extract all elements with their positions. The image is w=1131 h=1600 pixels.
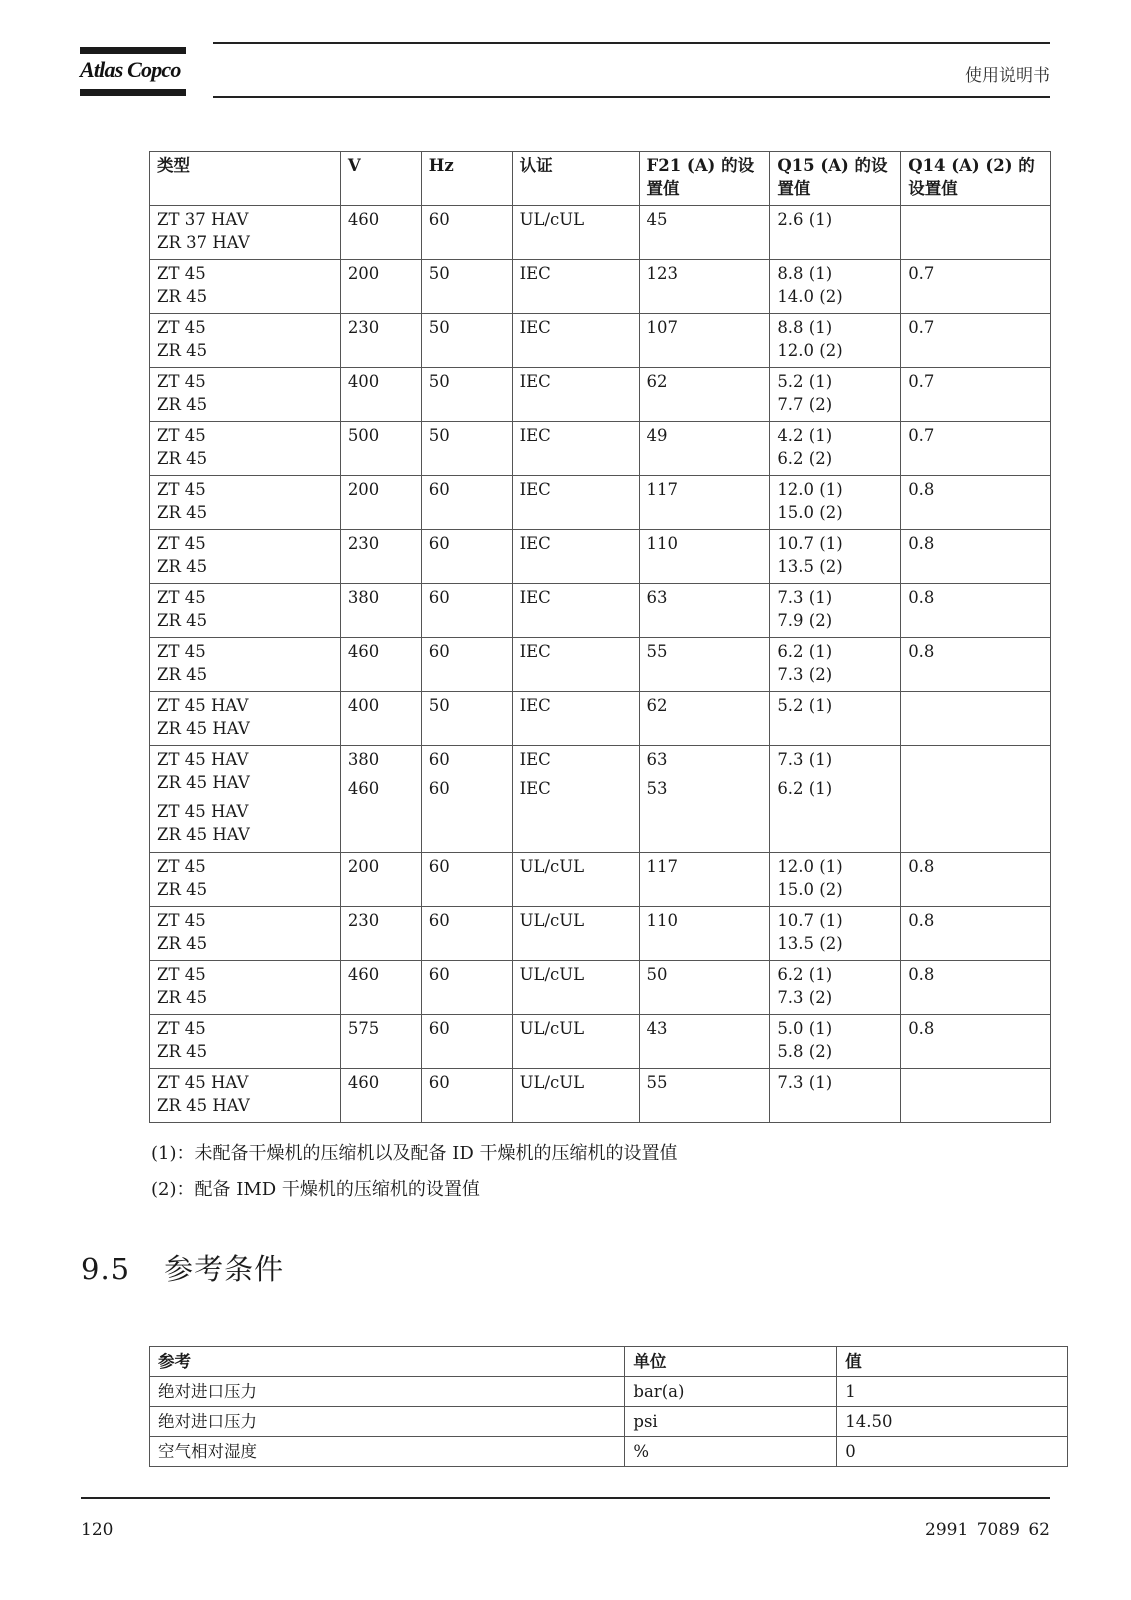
- header-rule-top: [213, 42, 1050, 44]
- model-line: ZT 45: [157, 426, 206, 445]
- reference-conditions-table: [149, 1346, 1068, 1467]
- setting-line: 6.2 (2): [777, 449, 833, 468]
- column-header: V: [340, 152, 421, 206]
- ref-cell: 绝对进口压力: [150, 1407, 625, 1437]
- model-line: ZT 45: [157, 264, 206, 283]
- cell-f21: 49: [639, 422, 770, 476]
- cell-f21: 117: [639, 853, 770, 907]
- cell-q14: 0.8: [901, 476, 1051, 530]
- cell-q14: 0.8: [901, 1015, 1051, 1069]
- cell-type: [150, 961, 341, 1015]
- cell-v: 460: [340, 638, 421, 692]
- cell-hz: 60: [421, 853, 512, 907]
- cell-q15: [770, 530, 901, 584]
- cell-line: 6.2 (1): [777, 779, 833, 798]
- column-header: 类型: [150, 152, 341, 206]
- model-line: ZR 45: [157, 665, 208, 684]
- table-row: [150, 638, 1051, 692]
- cell-f21: 55: [639, 1069, 770, 1123]
- cell-cert: UL/cUL: [512, 961, 639, 1015]
- cell-v: [340, 746, 421, 853]
- setting-line: 8.8 (1): [777, 318, 833, 337]
- cell-cert: IEC: [512, 368, 639, 422]
- cell-v: 230: [340, 907, 421, 961]
- setting-line: 4.2 (1): [777, 426, 833, 445]
- setting-line: 7.3 (1): [777, 1073, 833, 1092]
- cell-type: [150, 692, 341, 746]
- cell-q15: [770, 260, 901, 314]
- cell-hz: 60: [421, 530, 512, 584]
- table-row: [150, 260, 1051, 314]
- table-row: [150, 1069, 1051, 1123]
- cell-q14: 0.7: [901, 422, 1051, 476]
- setting-line: 5.2 (1): [777, 696, 833, 715]
- logo-bar-bottom: [80, 89, 186, 96]
- cell-cert: IEC: [512, 638, 639, 692]
- cell-v: 575: [340, 1015, 421, 1069]
- ref-cell: bar(a): [625, 1377, 837, 1407]
- model-line: ZT 45: [157, 588, 206, 607]
- setting-line: 7.3 (2): [777, 665, 833, 684]
- model-line: ZT 45 HAV: [157, 1073, 249, 1092]
- setting-line: 12.0 (2): [777, 341, 843, 360]
- cell-q15: [770, 476, 901, 530]
- cell-line: ZR 45 HAV: [157, 773, 250, 792]
- cell-type: [150, 907, 341, 961]
- cell-f21: 110: [639, 530, 770, 584]
- cell-q14: 0.7: [901, 260, 1051, 314]
- cell-line: IEC: [519, 779, 551, 798]
- cell-type: [150, 260, 341, 314]
- model-line: ZR 45: [157, 880, 208, 899]
- ref-cell: %: [625, 1437, 837, 1467]
- footnote-2: (2)：配备 IMD 干燥机的压缩机的设置值: [151, 1179, 480, 1200]
- cell-hz: [421, 746, 512, 853]
- cell-cert: IEC: [512, 314, 639, 368]
- cell-hz: 60: [421, 961, 512, 1015]
- cell-hz: 60: [421, 907, 512, 961]
- model-line: ZT 45: [157, 480, 206, 499]
- table-row: [150, 476, 1051, 530]
- cell-q15: [770, 638, 901, 692]
- column-header: Hz: [421, 152, 512, 206]
- column-header: F21 (A) 的设置值: [639, 152, 770, 206]
- model-line: ZT 45: [157, 534, 206, 553]
- model-line: ZR 45 HAV: [157, 1096, 250, 1115]
- cell-hz: 50: [421, 422, 512, 476]
- setting-line: 12.0 (1): [777, 857, 843, 876]
- cell-type: [150, 314, 341, 368]
- cell-f21: 110: [639, 907, 770, 961]
- cell-v: 460: [340, 961, 421, 1015]
- cell-v: 400: [340, 368, 421, 422]
- cell-v: 200: [340, 853, 421, 907]
- setting-line: 8.8 (1): [777, 264, 833, 283]
- cell-q15: [770, 314, 901, 368]
- cell-q14: [901, 1069, 1051, 1123]
- cell-hz: 60: [421, 206, 512, 260]
- cell-cert: IEC: [512, 422, 639, 476]
- cell-q15: [770, 961, 901, 1015]
- cell-line: 63: [646, 750, 668, 769]
- cell-cert: [512, 746, 639, 853]
- model-line: ZT 37 HAV: [157, 210, 249, 229]
- table-row: [150, 907, 1051, 961]
- model-line: ZR 45: [157, 1042, 208, 1061]
- cell-f21: 50: [639, 961, 770, 1015]
- model-line: ZR 45: [157, 341, 208, 360]
- table-row: [150, 368, 1051, 422]
- footer-rule: [81, 1497, 1050, 1499]
- setting-line: 15.0 (2): [777, 880, 843, 899]
- cell-f21: 43: [639, 1015, 770, 1069]
- ref-row: [150, 1377, 1068, 1407]
- page-number: 120: [81, 1520, 114, 1540]
- setting-line: 13.5 (2): [777, 934, 843, 953]
- cell-v: 500: [340, 422, 421, 476]
- ref-row: [150, 1437, 1068, 1467]
- settings-table: [149, 151, 1051, 1123]
- cell-q15: [770, 1069, 901, 1123]
- cell-q14: 0.8: [901, 638, 1051, 692]
- ref-cell: 0: [837, 1437, 1068, 1467]
- cell-type: [150, 1015, 341, 1069]
- table-row: [150, 692, 1051, 746]
- cell-f21: 55: [639, 638, 770, 692]
- cell-f21: 107: [639, 314, 770, 368]
- table-row: [150, 584, 1051, 638]
- cell-v: 230: [340, 314, 421, 368]
- column-header: Q14 (A) (2) 的设置值: [901, 152, 1051, 206]
- cell-cert: UL/cUL: [512, 907, 639, 961]
- setting-line: 15.0 (2): [777, 503, 843, 522]
- cell-hz: 60: [421, 476, 512, 530]
- model-line: ZT 45: [157, 857, 206, 876]
- cell-line: 380: [347, 750, 380, 769]
- model-line: ZT 45: [157, 965, 206, 984]
- section-number: 9.5: [81, 1252, 131, 1286]
- table-row: [150, 422, 1051, 476]
- footnote-1: (1)：未配备干燥机的压缩机以及配备 ID 干燥机的压缩机的设置值: [151, 1143, 678, 1164]
- model-line: ZR 45: [157, 557, 208, 576]
- cell-q14: [901, 692, 1051, 746]
- cell-type: [150, 476, 341, 530]
- ref-cell: psi: [625, 1407, 837, 1437]
- model-line: ZR 37 HAV: [157, 233, 250, 252]
- logo-bar-top: [80, 47, 186, 54]
- cell-type: [150, 584, 341, 638]
- setting-line: 5.0 (1): [777, 1019, 833, 1038]
- cell-hz: 50: [421, 692, 512, 746]
- cell-hz: 60: [421, 1069, 512, 1123]
- model-line: ZT 45: [157, 318, 206, 337]
- cell-line: 7.3 (1): [777, 750, 833, 769]
- cell-q15: [770, 692, 901, 746]
- cell-line: 460: [347, 779, 380, 798]
- model-line: ZT 45: [157, 1019, 206, 1038]
- model-line: ZT 45: [157, 372, 206, 391]
- cell-type: [150, 530, 341, 584]
- setting-line: 6.2 (1): [777, 642, 833, 661]
- cell-type: [150, 853, 341, 907]
- cell-q14: 0.7: [901, 368, 1051, 422]
- cell-cert: IEC: [512, 692, 639, 746]
- setting-line: 13.5 (2): [777, 557, 843, 576]
- cell-cert: UL/cUL: [512, 1069, 639, 1123]
- setting-line: 10.7 (1): [777, 911, 843, 930]
- cell-v: 200: [340, 476, 421, 530]
- setting-line: 12.0 (1): [777, 480, 843, 499]
- cell-line: ZT 45 HAV: [157, 802, 249, 821]
- cell-q14: 0.7: [901, 314, 1051, 368]
- section-title: 参考条件: [164, 1252, 285, 1286]
- cell-cert: IEC: [512, 584, 639, 638]
- setting-line: 5.8 (2): [777, 1042, 833, 1061]
- column-header: Q15 (A) 的设置值: [770, 152, 901, 206]
- cell-q14: 0.8: [901, 853, 1051, 907]
- cell-q15: [770, 206, 901, 260]
- cell-hz: 50: [421, 260, 512, 314]
- table-row: [150, 530, 1051, 584]
- cell-f21: 63: [639, 584, 770, 638]
- cell-q15: [770, 746, 901, 853]
- ref-cell: 14.50: [837, 1407, 1068, 1437]
- cell-type: [150, 746, 341, 853]
- cell-hz: 50: [421, 368, 512, 422]
- model-line: ZR 45: [157, 934, 208, 953]
- cell-q15: [770, 422, 901, 476]
- setting-line: 7.3 (1): [777, 588, 833, 607]
- table-row: [150, 961, 1051, 1015]
- cell-q14: 0.8: [901, 530, 1051, 584]
- table-header-row: [150, 152, 1051, 206]
- atlas-copco-logo: Atlas Copco: [80, 57, 181, 82]
- table-row: [150, 206, 1051, 260]
- cell-line: 60: [428, 779, 450, 798]
- cell-cert: UL/cUL: [512, 853, 639, 907]
- cell-type: [150, 638, 341, 692]
- cell-cert: UL/cUL: [512, 1015, 639, 1069]
- cell-type: [150, 1069, 341, 1123]
- setting-line: 6.2 (1): [777, 965, 833, 984]
- column-header: 认证: [512, 152, 639, 206]
- ref-header-row: [150, 1347, 1068, 1377]
- ref-column-header: 值: [837, 1347, 1068, 1377]
- ref-row: [150, 1407, 1068, 1437]
- cell-line: IEC: [519, 750, 551, 769]
- cell-v: 200: [340, 260, 421, 314]
- header-rule-bottom: [213, 96, 1050, 98]
- model-line: ZT 45 HAV: [157, 696, 249, 715]
- setting-line: 7.7 (2): [777, 395, 833, 414]
- table-row: [150, 746, 1051, 853]
- cell-f21: 45: [639, 206, 770, 260]
- setting-line: 5.2 (1): [777, 372, 833, 391]
- cell-f21: 123: [639, 260, 770, 314]
- model-line: ZT 45: [157, 642, 206, 661]
- model-line: ZR 45: [157, 503, 208, 522]
- cell-cert: IEC: [512, 476, 639, 530]
- setting-line: 7.9 (2): [777, 611, 833, 630]
- cell-v: 230: [340, 530, 421, 584]
- cell-q14: [901, 746, 1051, 853]
- cell-f21: 62: [639, 692, 770, 746]
- cell-line: 60: [428, 750, 450, 769]
- footnotes: [151, 1136, 677, 1208]
- cell-v: 400: [340, 692, 421, 746]
- cell-f21: [639, 746, 770, 853]
- cell-line: ZT 45 HAV: [157, 750, 249, 769]
- setting-line: 2.6 (1): [777, 210, 833, 229]
- cell-q14: 0.8: [901, 961, 1051, 1015]
- cell-type: [150, 368, 341, 422]
- ref-cell: 空气相对湿度: [150, 1437, 625, 1467]
- cell-hz: 60: [421, 584, 512, 638]
- model-line: ZR 45: [157, 988, 208, 1007]
- cell-q14: 0.8: [901, 584, 1051, 638]
- cell-cert: UL/cUL: [512, 206, 639, 260]
- cell-cert: IEC: [512, 530, 639, 584]
- cell-q14: 0.8: [901, 907, 1051, 961]
- cell-type: [150, 206, 341, 260]
- setting-line: 10.7 (1): [777, 534, 843, 553]
- document-title: 使用说明书: [965, 66, 1050, 86]
- cell-v: 460: [340, 206, 421, 260]
- cell-q15: [770, 368, 901, 422]
- ref-cell: 绝对进口压力: [150, 1377, 625, 1407]
- model-line: ZR 45: [157, 287, 208, 306]
- cell-q15: [770, 584, 901, 638]
- ref-cell: 1: [837, 1377, 1068, 1407]
- setting-line: 14.0 (2): [777, 287, 843, 306]
- cell-q15: [770, 1015, 901, 1069]
- model-line: ZT 45: [157, 911, 206, 930]
- section-heading: [81, 1247, 284, 1288]
- cell-hz: 60: [421, 1015, 512, 1069]
- cell-hz: 50: [421, 314, 512, 368]
- model-line: ZR 45: [157, 449, 208, 468]
- table-row: [150, 1015, 1051, 1069]
- ref-column-header: 单位: [625, 1347, 837, 1377]
- setting-line: 7.3 (2): [777, 988, 833, 1007]
- cell-line: 53: [646, 779, 668, 798]
- table-row: [150, 853, 1051, 907]
- cell-q15: [770, 907, 901, 961]
- ref-column-header: 参考: [150, 1347, 625, 1377]
- table-row: [150, 314, 1051, 368]
- model-line: ZR 45: [157, 611, 208, 630]
- model-line: ZR 45: [157, 395, 208, 414]
- cell-v: 460: [340, 1069, 421, 1123]
- cell-q15: [770, 853, 901, 907]
- cell-type: [150, 422, 341, 476]
- cell-v: 380: [340, 584, 421, 638]
- cell-f21: 117: [639, 476, 770, 530]
- cell-q14: [901, 206, 1051, 260]
- model-line: ZR 45 HAV: [157, 719, 250, 738]
- document-number: 2991 7089 62: [925, 1520, 1050, 1540]
- cell-hz: 60: [421, 638, 512, 692]
- cell-cert: IEC: [512, 260, 639, 314]
- cell-line: ZR 45 HAV: [157, 825, 250, 844]
- cell-f21: 62: [639, 368, 770, 422]
